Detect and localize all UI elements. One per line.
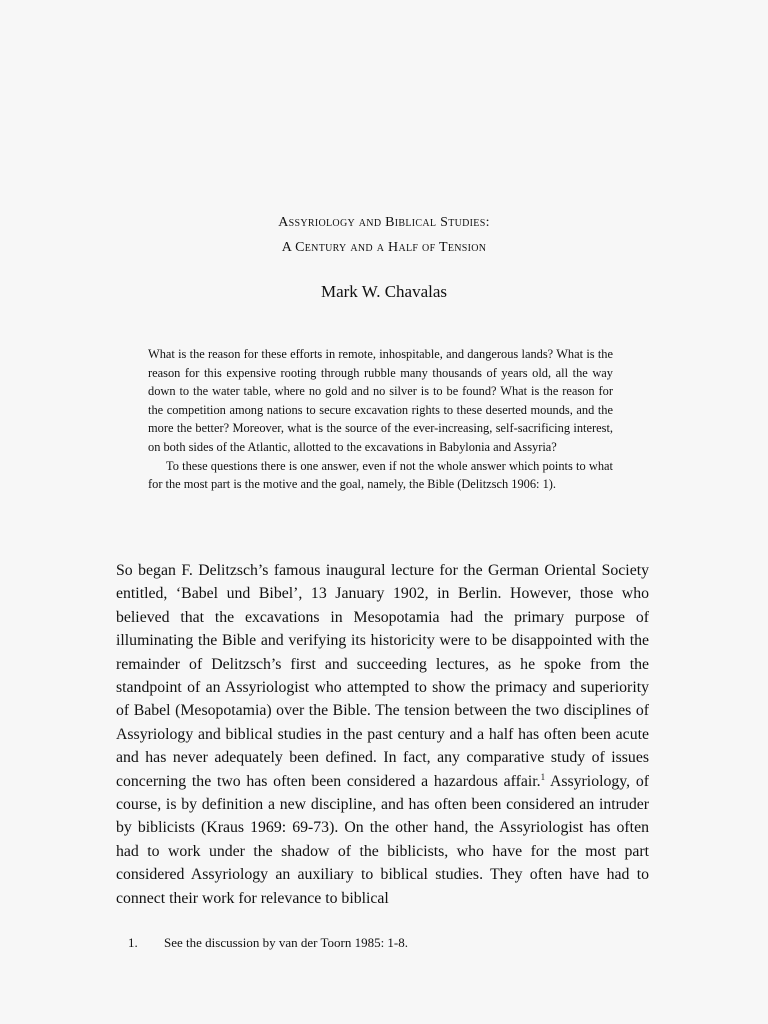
article-title-line-2: A Century and a Half of Tension bbox=[281, 240, 487, 255]
author-name: Mark W. Chavalas bbox=[320, 282, 448, 301]
body-text-part-1: So began F. Delitzsch’s famous inaugural lecture for the German Oriental Society entitled, ‘Babel und Bibel’, 13 January 1902, in Berlin. However, those who believed that the excavations in Mesopotamia had the primary purpose of illuminating the Bible and verifying its historicity were to be disappointed with the remainder of Delitzsch’s first and succeeding lectures, as he spoke from the standpoint of an Assyriologist who attempted to show the primacy and superiority of Babel (Mesopotamia) over the Bible. The tension between the two disciplines of Assyriology and biblical studies in the past century and a half has often been acute and has never adequately been defined. In fact, any comparative study of issues concerning the two has often been considered a hazardous affair. bbox=[116, 562, 649, 790]
body-text bbox=[116, 559, 649, 910]
footnote-number: 1. bbox=[128, 935, 138, 950]
footnote-text: See the discussion by van der Toorn 1985: 1-8. bbox=[164, 935, 409, 950]
footnote-reference: 1 bbox=[540, 771, 546, 782]
footnote bbox=[128, 935, 648, 951]
body-text-part-2: Assyriology, of course, is by definition a new discipline, and has often been considered an intruder by biblicists (Kraus 1969: 69-73). On the other hand, the Assyriologist has often had to work under the shadow of the biblicists, who have for the most part considered Assyriology an auxiliary to biblical studies. They often have had to connect their work for relevance to biblical bbox=[116, 772, 649, 907]
article-title-line-1: Assyriology and Biblical Studies: bbox=[278, 215, 490, 230]
epigraph-block bbox=[148, 345, 613, 494]
body-paragraph bbox=[116, 559, 649, 910]
epigraph-paragraph-1: What is the reason for these efforts in remote, inhospitable, and dangerous lands? What is the reason for this expensive rooting through rubble many thousands of years old, all the way down to the water table, where no gold and no silver is to be found? What is the reason for the competition among nations to secure excavation rights to these deserted mounds, and the more the better? Moreover, what is the source of the ever-increasing, self-sacrificing interest, on both sides of the Atlantic, allotted to the excavations in Babylonia and Assyria? bbox=[148, 347, 613, 454]
epigraph-paragraph-2: To these questions there is one answer, even if not the whole answer which points to what for the most part is the motive and the goal, namely, the Bible (Delitzsch 1906: 1). bbox=[148, 458, 613, 492]
